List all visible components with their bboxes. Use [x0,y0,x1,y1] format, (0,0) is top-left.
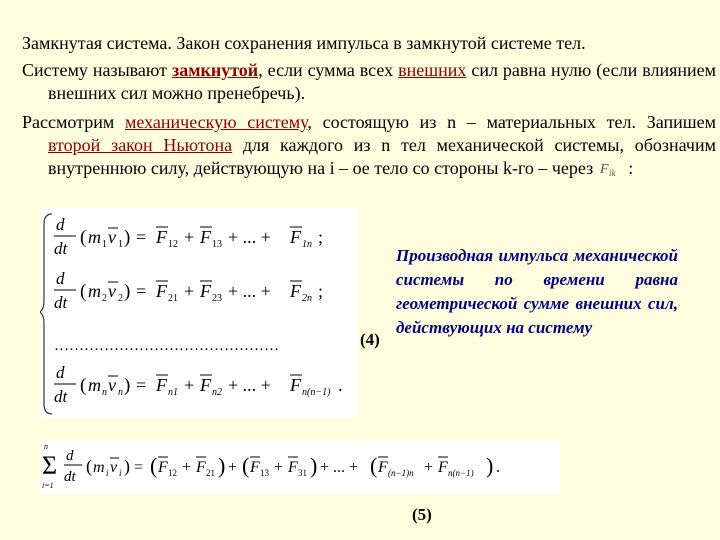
svg-text:=: = [136,281,147,301]
svg-text:(: ( [80,375,87,396]
para1-text-after: сил равна нулю (если влиянием внешних сил можно пренебречь). [48,60,717,103]
equation-label-5: (5) [412,505,432,524]
svg-text:dt: dt [54,239,68,258]
svg-text:d: d [66,448,74,464]
svg-text:+: + [274,459,284,476]
svg-text:n: n [102,387,107,398]
equation-2 [54,269,323,312]
svg-text:;: ; [318,281,324,301]
link-mechanical-system[interactable]: механическую систему [124,112,308,132]
para2-text-before: Рассмотрим [22,112,125,132]
svg-text:dt: dt [54,293,68,312]
svg-text:F: F [200,375,211,395]
svg-text:n2: n2 [212,387,222,398]
svg-text:+: + [184,281,195,301]
para1-text-middle: , если сумма всех [258,60,399,80]
svg-text:12: 12 [168,239,178,250]
para1-text-before: Систему называют [22,60,172,80]
para2-text-mid1: , состоящую из n – материальных тел. Запишем [307,112,716,132]
svg-text:n: n [118,387,123,398]
para2-text-after: : [623,158,634,178]
svg-text:i: i [106,468,109,478]
svg-text:v: v [108,375,116,395]
svg-text:F: F [156,227,167,247]
svg-text:ik: ik [608,168,616,177]
svg-text:F: F [158,459,168,476]
svg-text:): ) [124,227,131,248]
svg-text:F: F [156,375,167,395]
svg-text:.: . [496,459,500,476]
svg-text:dt: dt [54,387,68,406]
svg-text:2: 2 [118,293,123,304]
svg-text:F: F [290,227,301,247]
paragraph-mechanical-system [22,111,716,180]
svg-text:(: ( [242,453,250,478]
equation-dots: ……………………………………… [54,338,279,354]
svg-text:): ) [124,375,131,396]
svg-text:F: F [250,459,260,476]
svg-text:(n−1)n: (n−1)n [388,468,414,478]
svg-text:v: v [108,227,116,247]
svg-text:F: F [599,162,609,177]
svg-text:dt: dt [64,469,76,485]
svg-text:(: ( [370,453,378,478]
theorem-statement: Производная импульса механической системы по времени равна геометрической сумме внешних сил, действующих на систему [396,246,678,337]
svg-text:d: d [56,215,65,234]
svg-text:13: 13 [260,468,269,478]
svg-text:31: 31 [298,468,307,478]
svg-text:): ) [486,453,494,478]
svg-text:n(n−1): n(n−1) [448,468,474,478]
svg-text:+: + [424,459,434,476]
svg-text:2: 2 [102,293,107,304]
svg-text:+: + [184,375,195,395]
slide-title: Замкнутая система. Закон сохранения импульса в замкнутой системе тел. [22,33,586,53]
svg-text:=: = [134,459,144,476]
svg-text:v: v [108,281,116,301]
svg-text:.: . [338,375,343,395]
svg-text:+: + [184,227,195,247]
equation-n [54,363,343,406]
equation-label-4: (4) [360,330,380,349]
svg-text:+: + [182,459,192,476]
svg-text:F: F [200,227,211,247]
svg-text:F: F [438,459,448,476]
svg-text:+: + [228,459,238,476]
svg-text:;: ; [318,227,324,247]
svg-text:13: 13 [212,239,222,250]
svg-text:F: F [288,459,298,476]
svg-text:23: 23 [212,293,222,304]
svg-text:m: m [88,375,101,395]
svg-text:(: ( [150,453,158,478]
svg-text:(: ( [80,281,87,302]
svg-text:F: F [156,281,167,301]
svg-text:): ) [124,281,131,302]
svg-text:1n: 1n [302,239,312,250]
svg-text:m: m [88,227,101,247]
svg-text:21: 21 [168,293,178,304]
svg-text:n: n [44,442,48,451]
para2-text-mid2: для каждого из n тел механической системы, обозначим внутреннюю силу, действующую на i – ое тело со стороны k-го – через [48,135,716,178]
svg-text:d: d [56,269,65,288]
svg-text:+ ... +: + ... + [228,375,271,395]
svg-text:F: F [378,459,388,476]
internal-force-symbol [598,159,624,177]
svg-text:=: = [136,375,147,395]
svg-text:): ) [124,456,130,476]
svg-text:n1: n1 [168,387,178,398]
link-newton-second-law[interactable]: второй закон Ньютона [48,135,233,155]
svg-text:i: i [119,468,122,478]
svg-text:): ) [218,453,226,478]
svg-text:Σ: Σ [42,451,58,480]
link-external[interactable]: внешних [398,60,467,80]
svg-text:(: ( [86,456,92,476]
svg-text:F: F [290,375,301,395]
equation-1 [54,215,323,258]
svg-text:+ ... +: + ... + [320,459,359,476]
svg-text:F: F [200,281,211,301]
svg-text:n(n−1): n(n−1) [302,387,331,398]
svg-text:F: F [196,459,206,476]
svg-text:=: = [136,227,147,247]
svg-text:d: d [56,363,65,382]
svg-text:m: m [93,459,105,476]
svg-text:+ ... +: + ... + [228,281,271,301]
svg-text:21: 21 [206,468,215,478]
svg-text:m: m [88,281,101,301]
svg-text:v: v [110,459,118,476]
sum-equation-5 [40,440,560,494]
equation-system-4 [40,208,358,418]
svg-text:i=1: i=1 [42,481,54,490]
keyword-closed[interactable]: замкнутой [171,60,259,80]
svg-text:2n: 2n [302,293,312,304]
svg-text:F: F [290,281,301,301]
svg-text:1: 1 [102,239,107,250]
svg-text:): ) [310,453,318,478]
svg-text:12: 12 [168,468,177,478]
svg-text:1: 1 [118,239,123,250]
svg-text:+ ... +: + ... + [228,227,271,247]
paragraph-closed-system [22,59,716,105]
svg-text:(: ( [80,227,87,248]
